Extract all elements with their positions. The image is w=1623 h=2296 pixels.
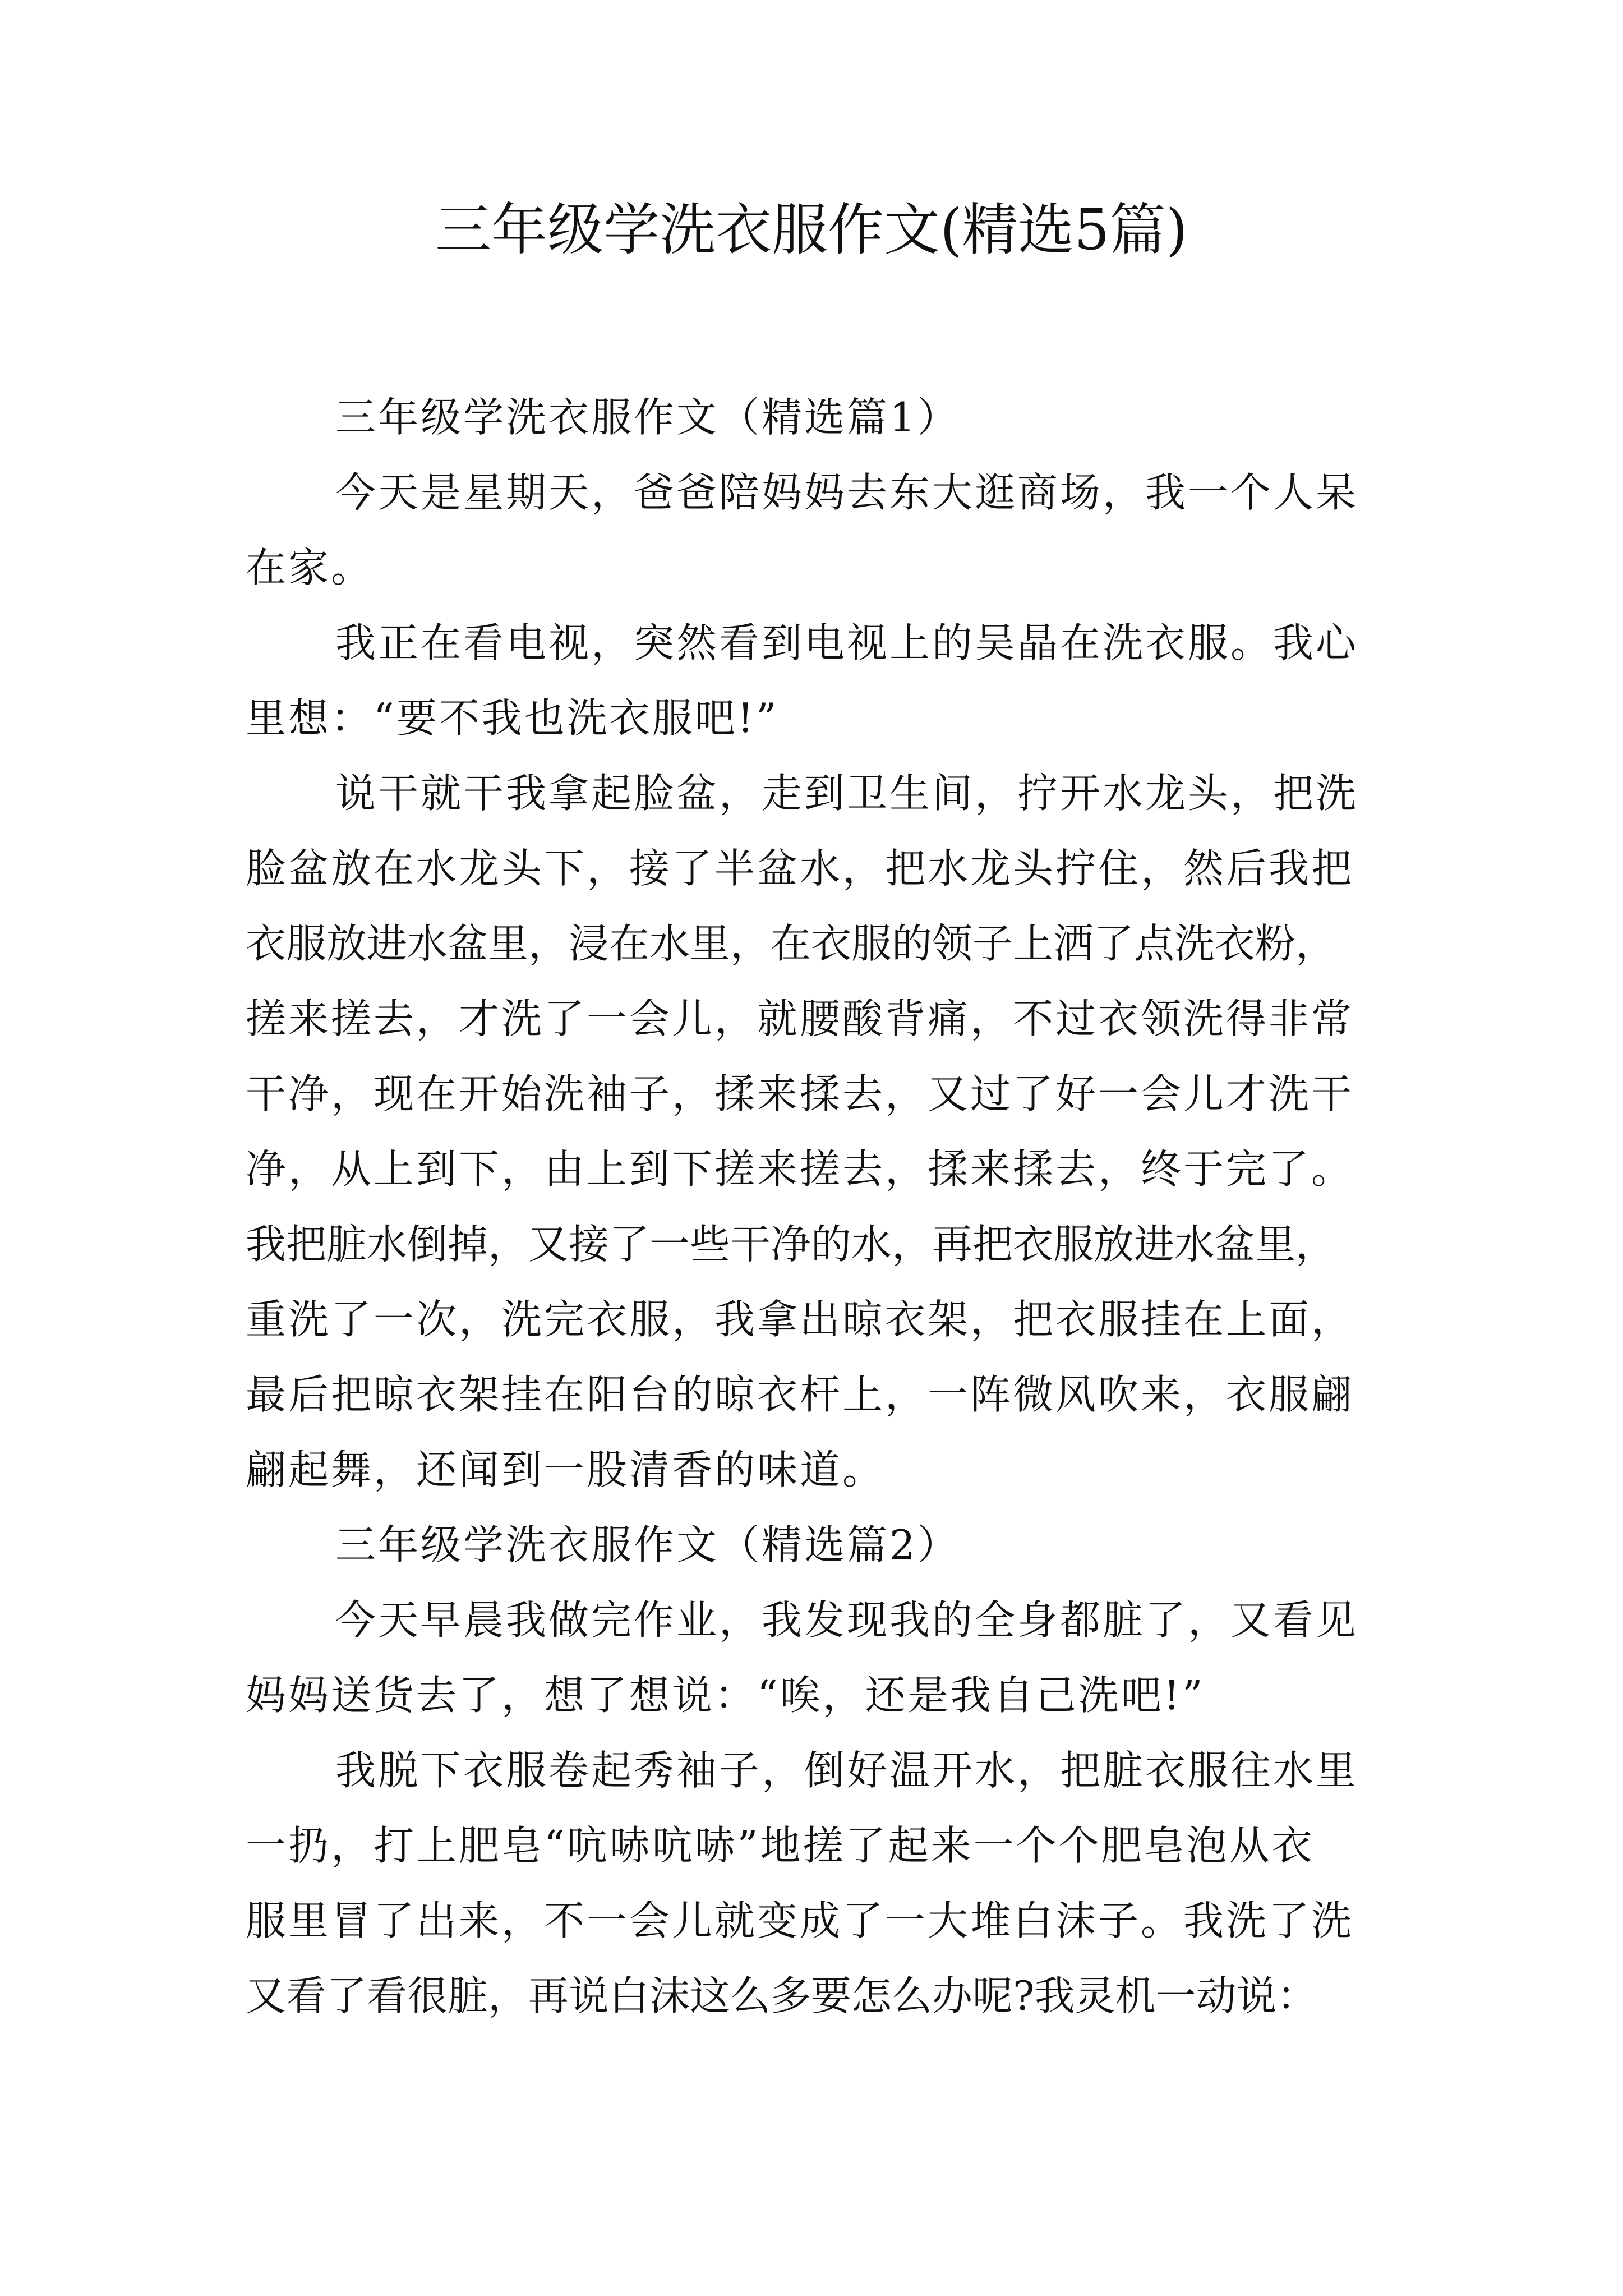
paragraph-line: 我正在看电视，突然看到电视上的吴晶在洗衣服。我心 [335,619,1359,666]
document-title: 三年级学洗衣服作文(精选5篇) [435,197,1188,263]
section-heading-2: 三年级学洗衣服作文（精选篇2） [335,1521,960,1568]
paragraph-line: 在家。 [246,544,374,591]
paragraph-line: 今天早晨我做完作业，我发现我的全身都脏了，又看见 [335,1596,1359,1644]
paragraph-line: 一扔，打上肥皂“吭哧吭哧”地搓了起来一个个肥皂泡从衣 [246,1822,1315,1869]
paragraph-line: 又看了看很脏，再说白沫这么多要怎么办呢?我灵机一动说： [246,1972,1317,2019]
paragraph-line: 说干就干我拿起脸盆，走到卫生间，拧开水龙头，把洗 [335,770,1359,817]
paragraph-line: 今天是星期天，爸爸陪妈妈去东大逛商场，我一个人呆 [335,469,1359,516]
paragraph-line: 搓来搓去，才洗了一会儿，就腰酸背痛，不过衣领洗得非常 [246,995,1354,1042]
paragraph-line: 妈妈送货去了，想了想说：“唉，还是我自己洗吧!” [246,1672,1205,1719]
paragraph-line: 最后把晾衣架挂在阳台的晾衣杆上，一阵微风吹来，衣服翩 [246,1371,1354,1418]
paragraph-line: 我把脏水倒掉，又接了一些干净的水，再把衣服放进水盆里， [246,1221,1336,1268]
paragraph-line: 翩起舞，还闻到一股清香的味道。 [246,1446,886,1493]
paragraph-line: 我脱下衣服卷起秀袖子，倒好温开水，把脏衣服往水里 [335,1747,1359,1794]
paragraph-line: 里想：“要不我也洗衣服吧!” [246,694,779,742]
paragraph-line: 净，从上到下，由上到下搓来搓去，揉来揉去，终于完了。 [246,1145,1354,1193]
paragraph-line: 重洗了一次，洗完衣服，我拿出晾衣架，把衣服挂在上面， [246,1296,1354,1343]
paragraph-line: 衣服放进水盆里，浸在水里，在衣服的领子上洒了点洗衣粉， [246,920,1336,967]
paragraph-line: 干净，现在开始洗袖子，揉来揉去，又过了好一会儿才洗干 [246,1070,1354,1117]
paragraph-line: 脸盆放在水龙头下，接了半盆水，把水龙头拧住，然后我把 [246,845,1354,892]
paragraph-line: 服里冒了出来，不一会儿就变成了一大堆白沫子。我洗了洗 [246,1897,1354,1944]
section-heading-1: 三年级学洗衣服作文（精选篇1） [335,394,960,441]
